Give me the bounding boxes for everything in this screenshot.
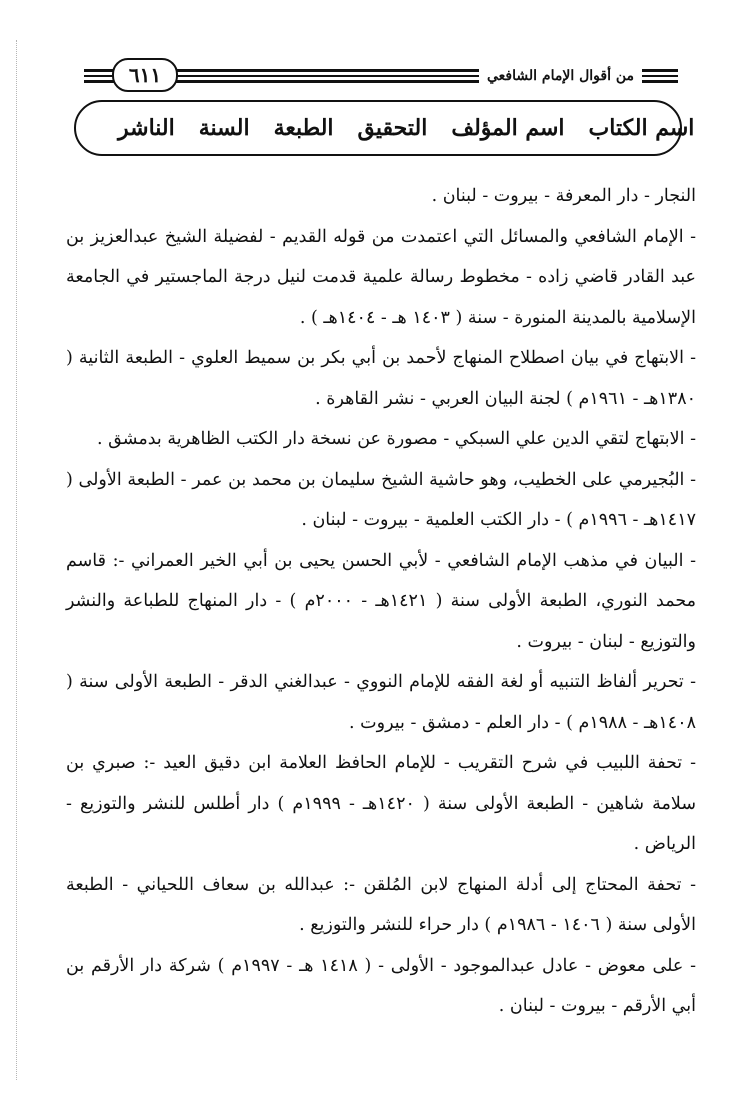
bibliography-entry: - الإمام الشافعي والمسائل التي اعتمدت من قوله القديم - لفضيلة الشيخ عبدالعزيز بن عبد القادر قاضي زاده - مخطوط رسالة علمية قدمت لنيل درجة الماجستير في الجامعة الإسلامية بالمدينة المنورة - سنة ( ١٤٠٣ هـ - ١٤٠٤هـ ) . <box>66 226 696 328</box>
heading-publisher: الناشر <box>118 115 175 141</box>
bibliography-entry: - البُجيرمي على الخطيب، وهو حاشية الشيخ سليمان بن محمد بن عمر - الطبعة الأولى ( ١٤١٧هـ - ١٩٩٦م ) - دار الكتب العلمية - بيروت - لبنان . <box>66 469 696 530</box>
heading-author-name: اسم المؤلف <box>451 115 565 141</box>
bibliography-entry: - على معوض - عادل عبدالموجود - الأولى - ( ١٤١٨ هـ - ١٩٩٧م ) شركة دار الأرقم بن أبي الأرقم - بيروت - لبنان . <box>66 955 696 1016</box>
bibliography-entry: - تحفة اللبيب في شرح التقريب - للإمام الحافظ العلامة ابن دقيق العيد -: صبري بن سلامة شاهين - الطبعة الأولى سنة ( ١٤٢٠هـ - ١٩٩٩م ) دار أطلس للنشر والتوزيع - الرياض . <box>66 753 696 854</box>
heading-verification: التحقيق <box>357 115 428 141</box>
running-title: من أقوال الإمام الشافعي <box>479 62 642 90</box>
bibliography-entry: - الابتهاج لتقي الدين علي السبكي - مصورة عن نسخة دار الكتب الظاهرية بدمشق . <box>97 429 696 449</box>
bibliography-entry: - البيان في مذهب الإمام الشافعي - لأبي الحسن يحيى بن أبي الخير العمراني -: قاسم محمد النوري، الطبعة الأولى سنة ( ١٤٢١هـ - ٢٠٠٠م ) - دار المنهاج للطباعة والنشر والتوزيع - لبنان - بيروت . <box>66 550 696 652</box>
bibliography-entry: النجار - دار المعرفة - بيروت - لبنان . <box>431 186 696 206</box>
bibliography-entry: - تحرير ألفاظ التنبيه أو لغة الفقه للإمام النووي - عبدالغني الدقر - الطبعة الأولى سنة ( ١٤٠٨هـ - ١٩٨٨م ) - دار العلم - دمشق - بيروت . <box>66 672 696 733</box>
heading-edition: الطبعة <box>273 115 334 141</box>
column-headings-bar <box>74 100 695 156</box>
margin-dotted-line <box>16 40 17 1080</box>
heading-year: السنة <box>198 115 250 141</box>
heading-book-name: اسم الكتاب <box>588 115 695 141</box>
bibliography-entry: - تحفة المحتاج إلى أدلة المنهاج لابن المُلقن -: عبدالله بن سعاف اللحياني - الطبعة الأولى سنة ( ١٤٠٦ - ١٩٨٦م ) دار حراء للنشر والتوزيع . <box>66 874 696 935</box>
bibliography-list <box>66 176 696 1027</box>
page-header <box>84 58 678 94</box>
column-headings <box>94 115 694 141</box>
page-number: ٦١١ <box>112 58 178 92</box>
bibliography-entry: - الابتهاج في بيان اصطلاح المنهاج لأحمد بن أبي بكر بن سميط العلوي - الطبعة الثانية ( ١٣٨٠هـ - ١٩٦١م ) لجنة البيان العربي - نشر القاهرة . <box>66 348 696 409</box>
